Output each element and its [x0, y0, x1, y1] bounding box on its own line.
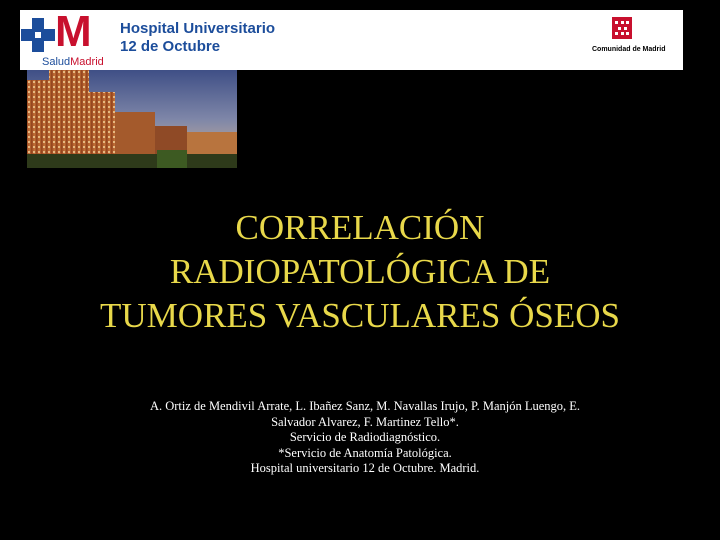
salud-prefix: Salud	[42, 56, 71, 68]
comunidad-madrid-flag-icon	[612, 17, 632, 39]
presentation-title: CORRELACIÓN RADIOPATOLÓGICA DE TUMORES VASCULARES ÓSEOS	[100, 208, 620, 335]
hospital-name-line1: Hospital Universitario	[120, 20, 276, 37]
madrid-m-logo: M	[55, 7, 92, 56]
affiliation-hospital: Hospital universitario 12 de Octubre. Madrid.	[250, 461, 480, 475]
hospital-name-line2: 12 de Octubre	[120, 38, 221, 55]
authors-block	[115, 399, 615, 477]
salud-suffix: Madrid	[70, 56, 104, 68]
affiliation-radiology: Servicio de Radiodiagnóstico.	[289, 430, 441, 444]
salud-madrid-logo	[42, 56, 104, 68]
hospital-building-photo	[27, 70, 237, 168]
authors-line-1: A. Ortiz de Mendivil Arrate, L. Ibañez Sanz, M. Navallas Irujo, P. Manjón Luengo, E.	[149, 399, 581, 413]
authors-line-2: Salvador Alvarez, F. Martinez Tello*.	[271, 414, 459, 429]
affiliation-pathology: *Servicio de Anatomía Patológica.	[278, 445, 452, 460]
hospital-cross-icon	[21, 18, 55, 52]
comunidad-madrid-label: Comunidad de Madrid	[592, 46, 666, 53]
